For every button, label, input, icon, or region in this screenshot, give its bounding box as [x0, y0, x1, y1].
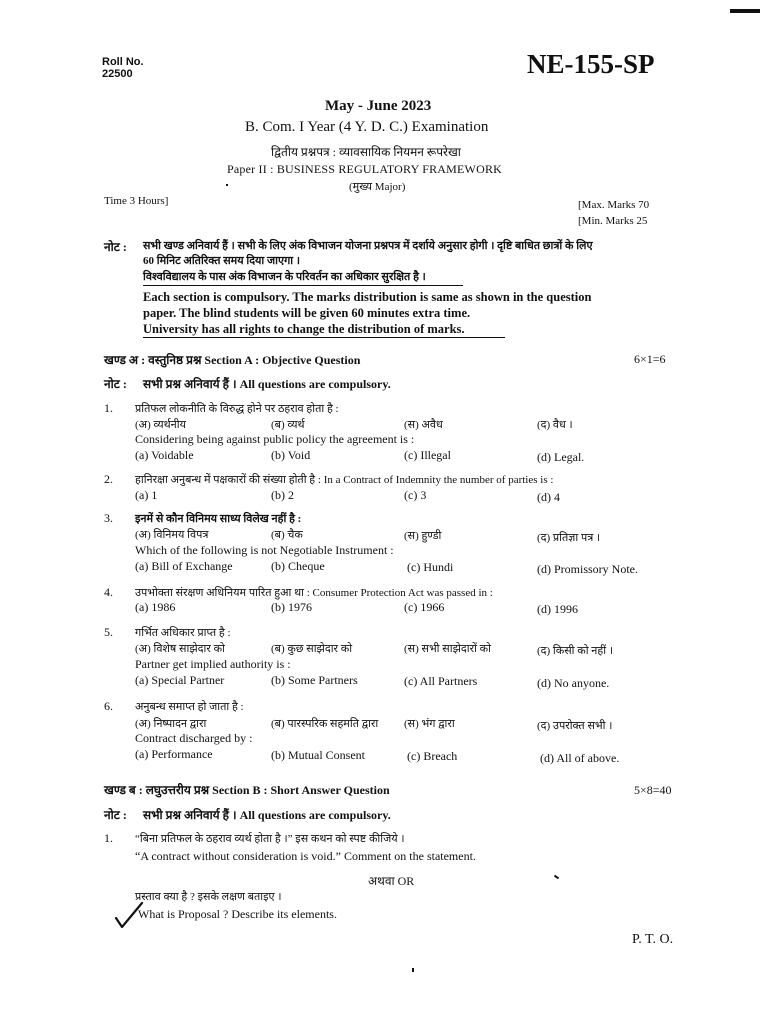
q1-text-english: Considering being against public policy the agreement is :	[135, 432, 415, 446]
q6-text-hindi: अनुबन्ध समाप्त हो जाता है :	[135, 701, 244, 713]
or-separator: अथवा OR	[368, 874, 415, 888]
note-underline-1	[143, 285, 463, 286]
q4-number: 4.	[104, 585, 113, 599]
q6-hindi-option-a: (अ) निष्पादन द्वारा	[135, 718, 207, 730]
q3-text-hindi: इनमें से कौन विनिमय साध्य विलेख नहीं है :	[135, 513, 302, 525]
q5-hindi-option-b: (ब) कुछ साझेदार को	[271, 643, 353, 655]
q2-option-d: (d) 4	[537, 490, 560, 504]
q1-hindi-option-d: (द) वैध ।	[537, 419, 573, 431]
q5-hindi-option-d: (द) किसी को नहीं ।	[537, 645, 614, 657]
q1-hindi-option-c: (स) अवैध	[404, 419, 443, 431]
b-q1-text-english: “A contract without consideration is void.” Comment on the statement.	[135, 849, 476, 863]
roll-label: Roll No.	[102, 56, 144, 68]
roll-number: 22500	[102, 68, 133, 80]
q4-option-a: (a) 1986	[135, 600, 176, 614]
time-label: Time 3 Hours]	[104, 195, 169, 207]
q6-option-d: (d) All of above.	[540, 751, 620, 765]
q6-option-c: (c) Breach	[407, 749, 458, 763]
section-b-marks: 5×8=40	[634, 783, 672, 797]
q4-option-d: (d) 1996	[537, 602, 578, 616]
q6-hindi-option-c: (स) भंग द्वारा	[404, 718, 455, 730]
min-marks: [Min. Marks 25	[578, 215, 648, 227]
q3-hindi-option-a: (अ) विनिमय विपत्र	[135, 529, 209, 541]
q4-option-b: (b) 1976	[271, 600, 312, 614]
stray-mark-2	[554, 875, 559, 880]
q3-number: 3.	[104, 511, 113, 525]
q1-hindi-option-b: (ब) व्यर्थ	[271, 419, 305, 431]
pto-label: P. T. O.	[632, 932, 674, 947]
section-b-note-text: सभी प्रश्न अनिवार्य हैं । All questions are compulsory.	[143, 808, 391, 822]
section-a-note-label: नोट :	[104, 377, 127, 391]
note-hindi-line1: सभी खण्ड अनिवार्य हैं । सभी के लिए अंक विभाजन योजना प्रश्नपत्र में दर्शाये अनुसार होगी । दृष्टि बाधित छात्रों के लिए	[143, 240, 593, 252]
q6-number: 6.	[104, 699, 113, 713]
paper-title-english: Paper II : BUSINESS REGULATORY FRAMEWORK	[227, 162, 503, 176]
q3-option-c: (c) Hundi	[407, 560, 454, 574]
q1-option-c: (c) Illegal	[404, 448, 451, 462]
q5-option-c: (c) All Partners	[404, 674, 478, 688]
note-hindi-line2: 60 मिनिट अतिरिक्त समय दिया जाएगा ।	[143, 255, 301, 267]
b-q1-alt-english: What is Proposal ? Describe its elements.	[138, 907, 337, 921]
paper-title-hindi: द्वितीय प्रश्नपत्र : व्यावसायिक नियमन रूपरेखा	[271, 145, 461, 159]
note-underline-2	[143, 337, 505, 338]
handwritten-tick-mark	[112, 900, 146, 930]
q2-option-b: (b) 2	[271, 488, 294, 502]
b-q1-text-hindi: “बिना प्रतिफल के ठहराव व्यर्थ होता है ।” इस कथन को स्पष्ट कीजिये ।	[135, 833, 405, 845]
section-a-marks: 6×1=6	[634, 352, 666, 366]
q3-option-b: (b) Cheque	[271, 559, 325, 573]
q4-text: उपभोक्ता संरक्षण अधिनियम पारित हुआ था : Consumer Protection Act was passed in :	[135, 587, 493, 599]
q1-hindi-option-a: (अ) व्यर्थनीय	[135, 419, 186, 431]
q1-option-d: (d) Legal.	[537, 450, 585, 464]
exam-session: May - June 2023	[325, 98, 432, 114]
note-english-line3: University has all rights to change the distribution of marks.	[143, 322, 465, 336]
note-hindi-line3: विश्वविद्यालय के पास अंक विभाजन के परिवर्तन का अधिकार सुरक्षित है ।	[143, 271, 426, 283]
q3-hindi-option-b: (ब) चैक	[271, 529, 303, 541]
q3-hindi-option-d: (द) प्रतिज्ञा पत्र ।	[537, 532, 601, 544]
q3-option-a: (a) Bill of Exchange	[135, 559, 233, 573]
q5-option-a: (a) Special Partner	[135, 673, 225, 687]
q6-hindi-option-b: (ब) पारस्परिक सहमति द्वारा	[271, 718, 379, 730]
b-q1-number: 1.	[104, 831, 113, 845]
note-english-line1: Each section is compulsory. The marks distribution is same as shown in the question	[143, 290, 592, 304]
note-label: नोट :	[104, 240, 127, 254]
section-b-note-label: नोट :	[104, 808, 127, 822]
q6-option-b: (b) Mutual Consent	[271, 748, 365, 762]
q4-option-c: (c) 1966	[404, 600, 445, 614]
q6-hindi-option-d: (द) उपरोक्त सभी ।	[537, 720, 613, 732]
paper-code: NE-155-SP	[527, 49, 655, 79]
q5-option-d: (d) No anyone.	[537, 676, 610, 690]
stray-mark-3	[412, 968, 414, 972]
q1-option-a: (a) Voidable	[135, 448, 194, 462]
q5-text-english: Partner get implied authority is :	[135, 657, 291, 671]
q5-hindi-option-c: (स) सभी साझेदारों को	[404, 643, 491, 655]
q1-number: 1.	[104, 401, 113, 415]
q3-text-english: Which of the following is not Negotiable Instrument :	[135, 543, 394, 557]
q5-hindi-option-a: (अ) विशेष साझेदार को	[135, 643, 225, 655]
section-b-title: खण्ड ब : लघुउत्तरीय प्रश्न Section B : Short Answer Question	[104, 783, 390, 797]
q3-option-d: (d) Promissory Note.	[537, 562, 638, 576]
b-q1-alt-hindi: प्रस्ताव क्या है ? इसके लक्षण बताइए ।	[135, 891, 282, 903]
note-english-line2: paper. The blind students will be given 60 minutes extra time.	[143, 306, 471, 320]
paper-type: (मुख्य Major)	[349, 181, 406, 193]
scan-mark	[730, 9, 760, 13]
exam-course: B. Com. I Year (4 Y. D. C.) Examination	[245, 119, 489, 135]
q2-text: हानिरक्षा अनुबन्ध में पक्षकारों की संख्या होती है : In a Contract of Indemnity the number of parties is :	[135, 474, 554, 486]
q2-number: 2.	[104, 472, 113, 486]
q6-text-english: Contract discharged by :	[135, 731, 253, 745]
q1-option-b: (b) Void	[271, 448, 311, 462]
q5-text-hindi: गर्भित अधिकार प्राप्त है :	[135, 627, 231, 639]
q1-text-hindi: प्रतिफल लोकनीति के विरुद्ध होने पर ठहराव होता है :	[135, 403, 339, 415]
max-marks: [Max. Marks 70	[578, 199, 650, 211]
section-a-note-text: सभी प्रश्न अनिवार्य हैं । All questions are compulsory.	[143, 377, 391, 391]
q5-number: 5.	[104, 625, 113, 639]
q5-option-b: (b) Some Partners	[271, 673, 358, 687]
section-a-title: खण्ड अ : वस्तुनिष्ठ प्रश्न Section A : Objective Question	[104, 353, 361, 367]
stray-mark-1	[226, 184, 228, 186]
q2-option-c: (c) 3	[404, 488, 427, 502]
q6-option-a: (a) Performance	[135, 747, 213, 761]
q3-hindi-option-c: (स) हुण्डी	[404, 530, 442, 542]
q2-option-a: (a) 1	[135, 488, 158, 502]
